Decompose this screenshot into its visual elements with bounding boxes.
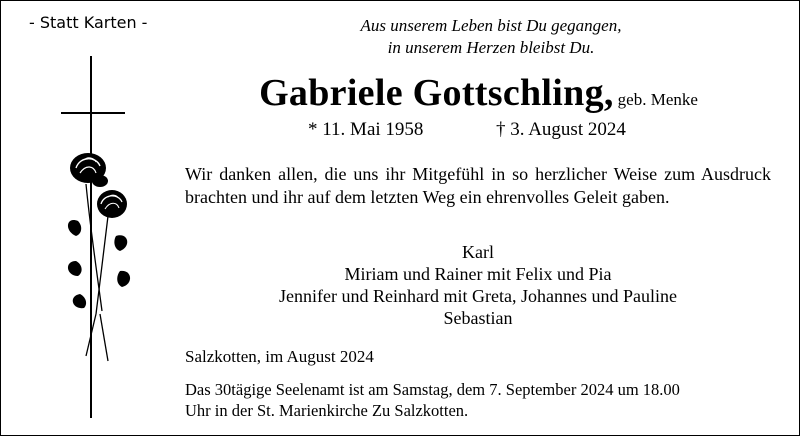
- family-member: Sebastian: [443, 308, 513, 328]
- born-name: geb. Menke: [617, 90, 698, 109]
- statt-karten-note: - Statt Karten -: [29, 13, 148, 32]
- deceased-name-line: [186, 71, 771, 115]
- requiem-line: Uhr in der St. Marienkirche Zu Salzkotten.: [185, 401, 469, 420]
- requiem-line: Das 30tägige Seelenamt ist am Samstag, dem 7. September 2024 um 18.00: [185, 380, 680, 399]
- thanks-text: Wir danken allen, die uns ihr Mitgefühl in so herzlicher Weise zum Ausdruck brachten und ihr auf dem letzten Weg ein ehrenvolles Geleit gaben.: [185, 164, 771, 207]
- requiem-notice: [185, 379, 771, 421]
- family-member: Miriam und Rainer mit Felix und Pia: [344, 264, 612, 284]
- family-list: [185, 241, 771, 329]
- family-member: Jennifer und Reinhard mit Greta, Johannes und Pauline: [279, 286, 677, 306]
- family-member: Karl: [462, 242, 494, 262]
- deceased-name: Gabriele Gottschling,: [259, 72, 614, 114]
- motto: [301, 15, 681, 59]
- motto-line: Aus unserem Leben bist Du gegangen,: [360, 16, 622, 35]
- cross-with-roses-icon: [56, 56, 146, 418]
- place-date: Salzkotten, im August 2024: [185, 347, 374, 366]
- death-date: † 3. August 2024: [496, 119, 626, 140]
- motto-line: in unserem Herzen bleibst Du.: [387, 38, 595, 57]
- birth-date: * 11. Mai 1958: [308, 119, 424, 140]
